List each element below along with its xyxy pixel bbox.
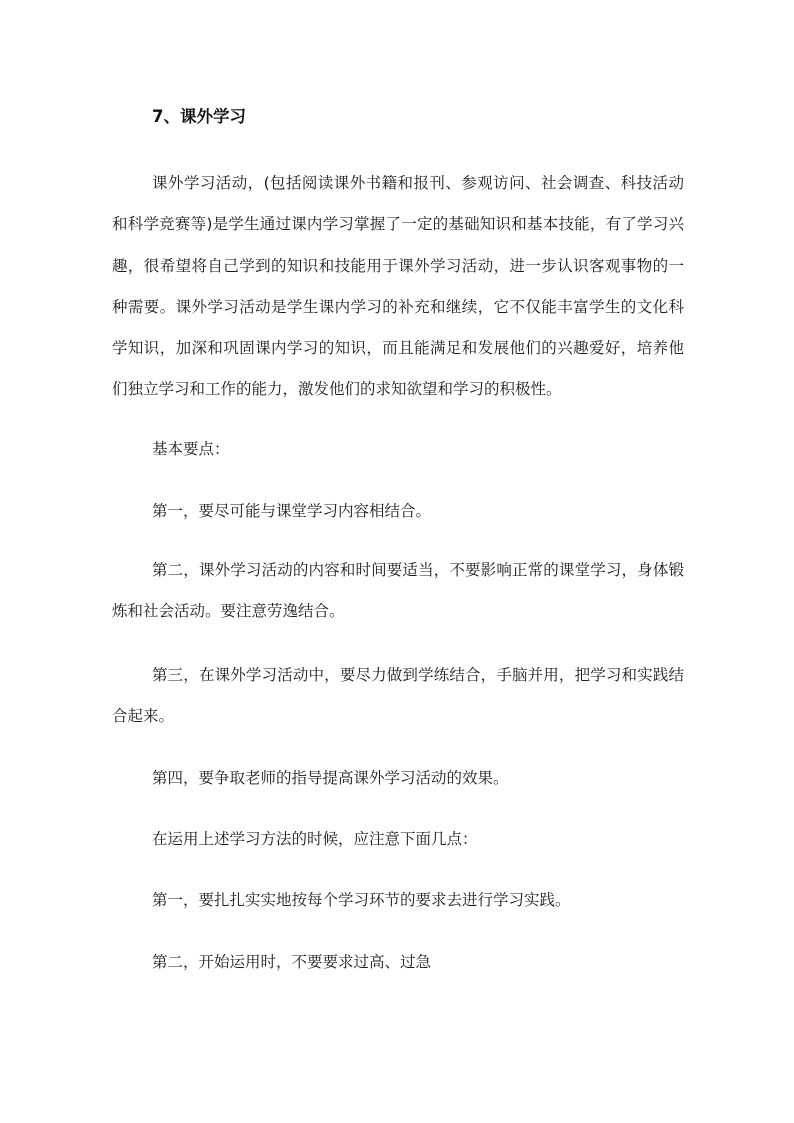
paragraph-usage-notes-label: 在运用上述学习方法的时候，应注意下面几点：: [152, 830, 478, 848]
section-heading: 7、课外学习: [152, 107, 246, 126]
paragraph-point-1: 第一，要尽可能与课堂学习内容相结合。: [152, 502, 432, 520]
paragraph-point-2: 第二，课外学习活动的内容和时间要适当，不要影响正常的课堂学习，身体锻炼和社会活动。要注意劳逸结合。: [112, 561, 684, 621]
paragraph-note-2: 第二，开始运用时，不要要求过高、过急: [152, 953, 432, 971]
paragraph-note-1: 第一，要扎扎实实地按每个学习环节的要求去进行学习实践。: [152, 891, 571, 909]
paragraph-point-4: 第四，要争取老师的指导提高课外学习活动的效果。: [152, 769, 509, 787]
paragraph-key-points-label: 基本要点：: [152, 440, 230, 458]
paragraph-point-3: 第三，在课外学习活动中，要尽力做到学练结合，手脑并用，把学习和实践结合起来。: [112, 666, 684, 726]
paragraph-intro: 课外学习活动，(包括阅读课外书籍和报刊、参观访问、社会调查、科技活动和科学竞赛等)是学生通过课内学习掌握了一定的基础知识和基本技能，有了学习兴趣，很希望将自己学到的知识和技能用于课外学习活动，进一步认识客观事物的一种需要。课外学习活动是学生课内学习的补充和继续，它不仅能丰富学生的文化科学知识，加深和巩固课内学习的知识，而且能满足和发展他们的兴趣爱好，培养他们独立学习和工作的能力，激发他们的求知欲望和学习的积极性。: [112, 174, 684, 399]
